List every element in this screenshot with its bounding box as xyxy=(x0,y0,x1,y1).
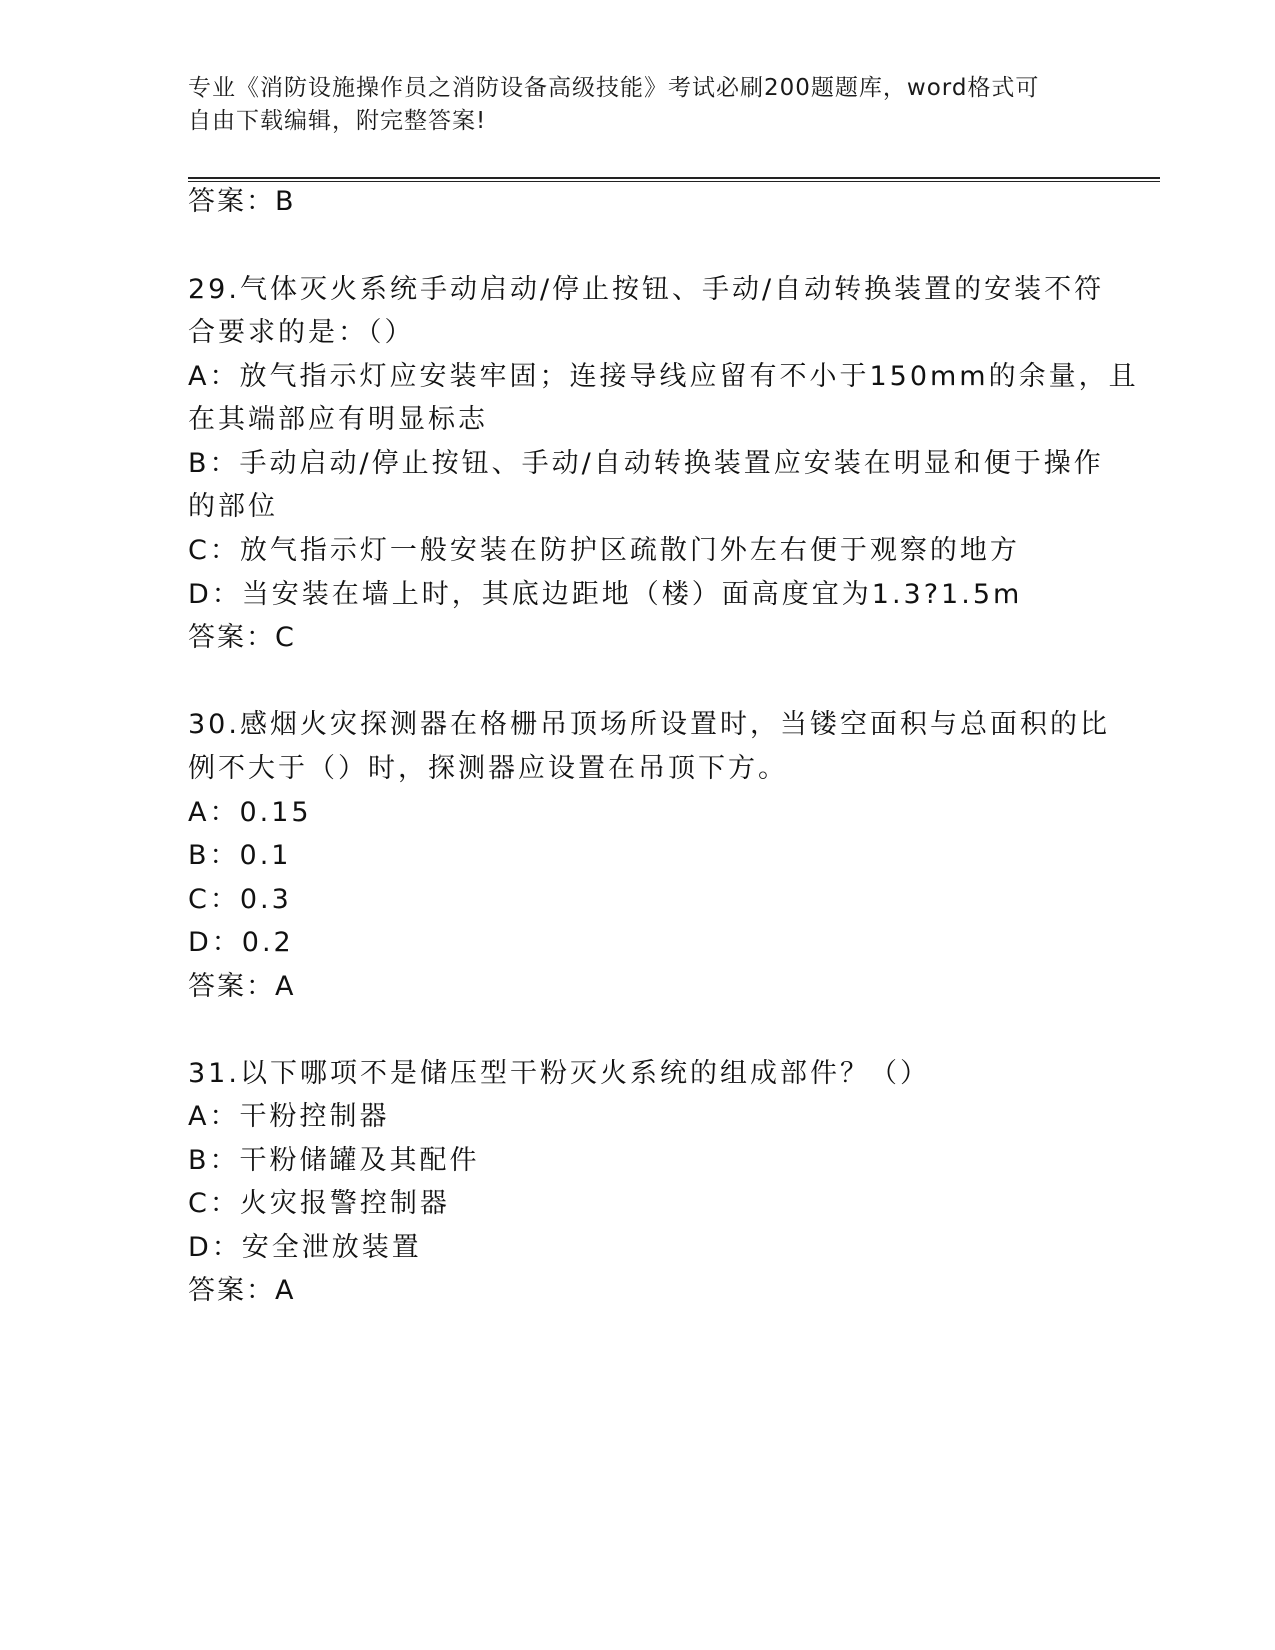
question-31-answer: 答案：A xyxy=(188,1275,296,1306)
question-31-option-d: D：安全泄放装置 xyxy=(188,1232,422,1263)
question-29-option-a-line-1: A：放气指示灯应安装牢固；连接导线应留有不小于150mm的余量，且 xyxy=(188,361,1139,392)
question-30-option-c: C：0.3 xyxy=(188,884,292,915)
header-line-1: 专业《消防设施操作员之消防设备高级技能》考试必刷200题题库，word格式可 xyxy=(188,75,1040,101)
previous-answer: 答案：B xyxy=(188,186,296,217)
question-30-answer: 答案：A xyxy=(188,971,296,1002)
question-29-option-b-line-2: 的部位 xyxy=(188,491,278,522)
question-30-option-d: D：0.2 xyxy=(188,927,294,958)
question-30-option-b: B：0.1 xyxy=(188,840,292,871)
question-29-option-b-line-1: B：手动启动/停止按钮、手动/自动转换装置应安装在明显和便于操作 xyxy=(188,448,1104,479)
question-31-stem: 31.以下哪项不是储压型干粉灭火系统的组成部件？（） xyxy=(188,1058,930,1089)
header-divider xyxy=(188,177,1160,182)
question-30-option-a: A：0.15 xyxy=(188,797,312,828)
document-header xyxy=(188,72,1088,138)
question-31-option-a: A：干粉控制器 xyxy=(188,1101,390,1132)
question-29-option-c: C：放气指示灯一般安装在防护区疏散门外左右便于观察的地方 xyxy=(188,535,1020,566)
question-29-stem-line-2: 合要求的是：（） xyxy=(188,317,415,348)
question-30-stem-line-2: 例不大于（）时，探测器应设置在吊顶下方。 xyxy=(188,753,788,784)
question-29-answer: 答案：C xyxy=(188,622,296,653)
question-31-option-b: B：干粉储罐及其配件 xyxy=(188,1145,480,1176)
question-29-option-d: D：当安装在墙上时，其底边距地（楼）面高度宜为1.3?1.5m xyxy=(188,579,1023,610)
question-31-option-c: C：火灾报警控制器 xyxy=(188,1188,450,1219)
question-29-option-a-line-2: 在其端部应有明显标志 xyxy=(188,404,488,435)
header-line-2: 自由下载编辑，附完整答案! xyxy=(188,108,487,134)
question-30-stem-line-1: 30.感烟火灾探测器在格栅吊顶场所设置时，当镂空面积与总面积的比 xyxy=(188,709,1110,740)
question-29-stem-line-1: 29.气体灭火系统手动启动/停止按钮、手动/自动转换装置的安装不符 xyxy=(188,274,1105,305)
